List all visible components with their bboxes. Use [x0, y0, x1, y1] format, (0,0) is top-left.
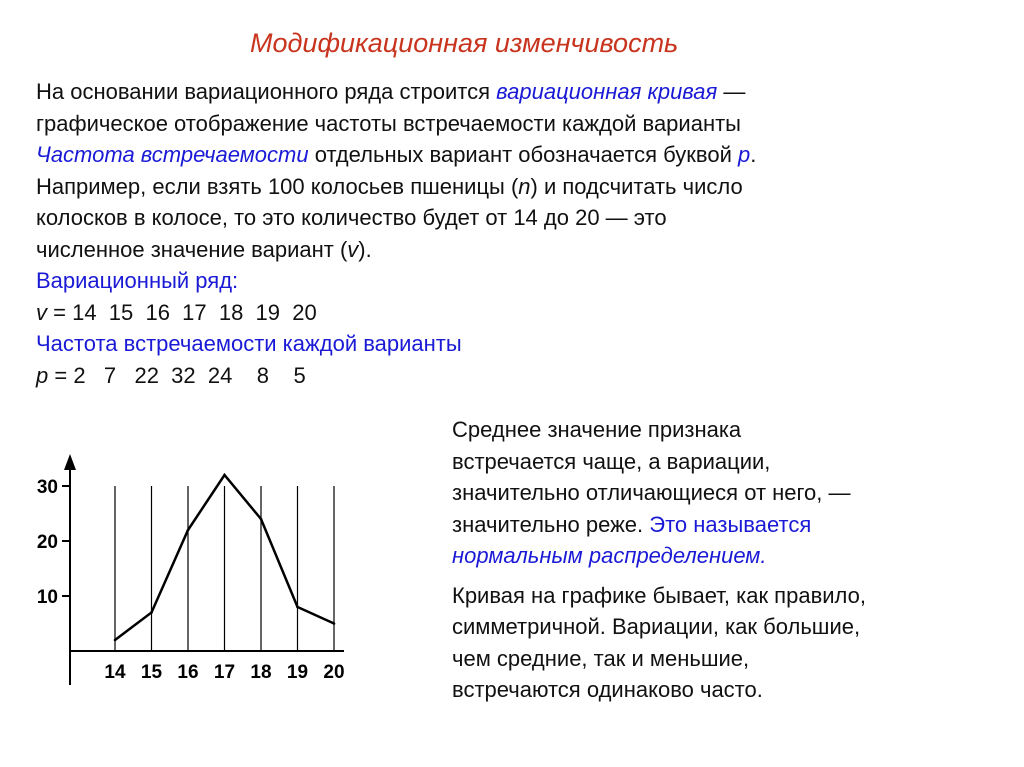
frequency-row [36, 360, 996, 392]
y-ticks [37, 477, 70, 608]
text-line [36, 108, 996, 140]
text-run: ) и подсчитать число [530, 173, 743, 199]
v-values: 14 15 16 17 18 19 20 [72, 299, 317, 325]
text-line: Среднее значение признака [452, 417, 742, 442]
x-tick-label: 16 [177, 662, 199, 683]
text-line [36, 139, 996, 171]
text-line [36, 171, 996, 203]
symbol-p: р [36, 362, 49, 388]
term-frequency: Частота встречаемости [36, 142, 309, 167]
main-text [36, 76, 996, 391]
text-run: значительно реже. [452, 511, 650, 537]
data-point [150, 611, 153, 614]
x-ticks [104, 662, 344, 683]
text-run: графическое отображение частоты встречаемости каждой варианты [36, 110, 741, 136]
slide-title: Модификационная изменчивость [250, 28, 679, 58]
y-tick-label: 30 [36, 477, 58, 498]
text-line: встречается чаще, а вариации, [452, 448, 771, 474]
term-normal-distribution: нормальным распределением. [452, 543, 767, 568]
term-variation-curve: вариационная кривая [496, 79, 718, 104]
p-values: 2 7 22 32 24 8 5 [73, 362, 306, 388]
text-run: колосков в колосе, то это количество будет от 14 до 20 — это [36, 205, 667, 230]
paragraph-normal-distribution [452, 414, 1012, 572]
equals-sign: = [48, 362, 74, 388]
text-run: отдельных вариант обозначается буквой [308, 142, 738, 167]
text-run: На основании вариационного ряда строится [36, 79, 497, 104]
text-line [36, 76, 996, 108]
text-line: чем средние, так и меньшие, [452, 645, 750, 671]
text-line [452, 509, 1012, 541]
symbol-v: v [347, 236, 359, 262]
equals-sign: = [47, 299, 73, 325]
symbol-v: v [36, 299, 47, 325]
text-run: ). [358, 236, 372, 262]
text-run-accent: Это называется [649, 511, 812, 537]
data-point [333, 622, 336, 625]
text-line: значительно отличающиеся от него, — [452, 480, 851, 505]
text-run: численное значение вариант ( [36, 236, 348, 262]
text-run: Например, если взять 100 колосьев пшеницы ( [36, 173, 519, 199]
text-line: Кривая на графике бывает, как правило, [452, 582, 866, 608]
axes [64, 454, 344, 685]
variation-series-row [36, 297, 996, 329]
chart-svg [0, 440, 360, 700]
x-tick-label: 18 [250, 662, 272, 683]
explanation-text [452, 414, 1012, 706]
symbol-n: n [518, 173, 531, 199]
text-line: симметричной. Вариации, как большие, [452, 614, 861, 639]
symbol-p: р [737, 142, 751, 167]
data-point [260, 518, 263, 521]
x-tick-label: 14 [104, 662, 126, 683]
grid-lines [115, 486, 334, 651]
text-run: . [750, 142, 757, 167]
y-axis-arrow [64, 454, 76, 470]
y-tick-label: 20 [36, 532, 58, 553]
text-line: встречаются одинаково часто. [452, 677, 763, 702]
variation-curve-chart [0, 440, 360, 700]
x-tick-label: 15 [140, 662, 163, 683]
data-point [114, 639, 117, 642]
text-line [36, 234, 996, 266]
data-point [296, 606, 299, 609]
frequency-heading: Частота встречаемости каждой варианты [36, 331, 462, 356]
data-point [187, 529, 190, 532]
variation-series-heading: Вариационный ряд: [36, 268, 239, 293]
x-tick-label: 19 [286, 662, 309, 683]
y-tick-label: 10 [36, 587, 58, 608]
x-tick-label: 20 [323, 662, 345, 683]
text-line [36, 202, 996, 234]
paragraph-symmetry [452, 580, 1012, 706]
x-tick-label: 17 [213, 662, 236, 683]
text-run: — [717, 79, 746, 104]
data-point [223, 474, 226, 477]
